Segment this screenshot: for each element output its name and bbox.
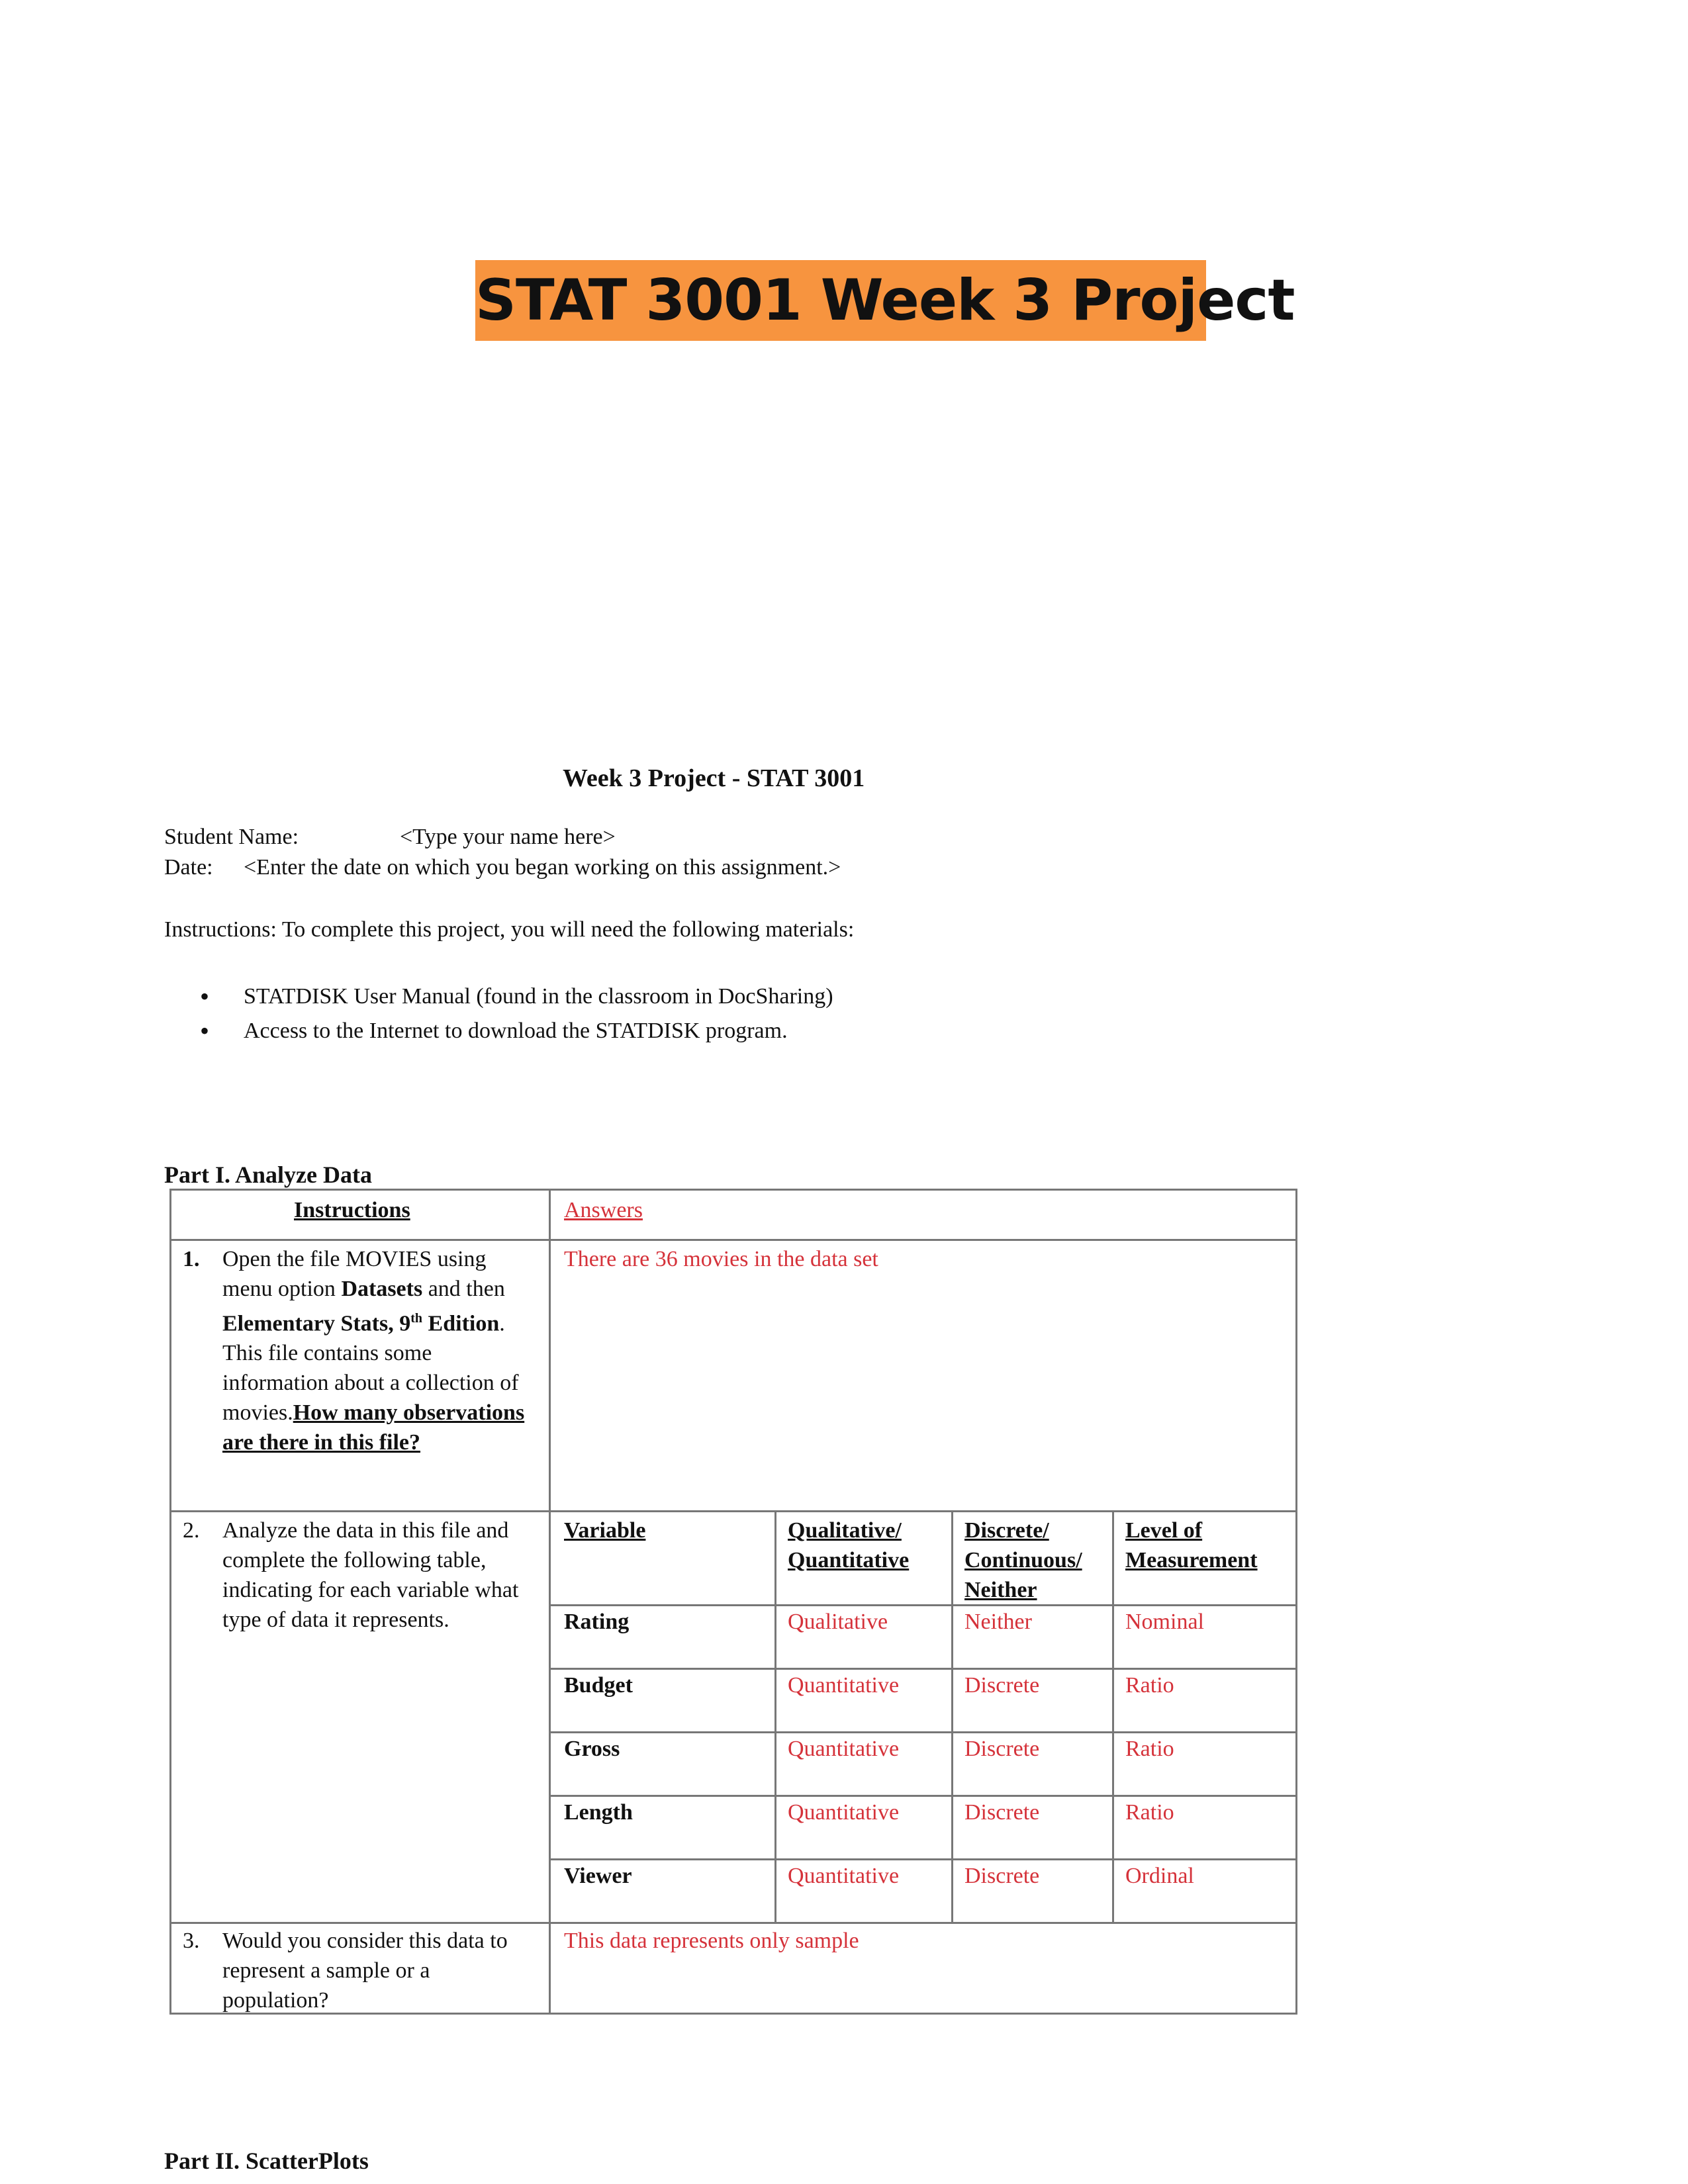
table-cell[interactable]: Discrete: [964, 1864, 1040, 1888]
answer-1[interactable]: There are 36 movies in the data set: [564, 1247, 878, 1271]
question-number: 3.: [183, 1929, 200, 1953]
document-banner-title: STAT 3001 Week 3 Project: [475, 260, 1206, 341]
table-cell[interactable]: Ordinal: [1125, 1864, 1194, 1888]
list-item: • STATDISK User Manual (found in the classroom in DocSharing): [200, 979, 833, 1014]
list-item: • Access to the Internet to download the STATDISK program.: [200, 1014, 833, 1048]
question-1-text: Open the file MOVIES using menu option Datasets and then Elementary Stats, 9th Edition. This file contains some information about a collection of movies.How many observations are there in this file?: [222, 1247, 525, 1455]
table-cell[interactable]: Ratio: [1125, 1737, 1174, 1761]
header-answers: Answers: [564, 1198, 643, 1222]
table-cell[interactable]: Neither: [964, 1610, 1032, 1634]
part2-title: Part II. ScatterPlots: [164, 2148, 369, 2174]
student-name-field[interactable]: <Type your name here>: [400, 825, 616, 849]
student-name-label: Student Name:: [164, 825, 299, 849]
table-cell[interactable]: Ratio: [1125, 1673, 1174, 1698]
col-header-variable: Variable: [564, 1518, 646, 1543]
table-cell[interactable]: Qualitative: [788, 1610, 888, 1634]
instructions-text: Instructions: To complete this project, you will need the following materials:: [164, 917, 855, 942]
col-header-level: Level of Measurement: [1125, 1518, 1258, 1572]
table-cell[interactable]: Discrete: [964, 1800, 1040, 1825]
table-cell[interactable]: Quantitative: [788, 1800, 900, 1825]
answer-3[interactable]: This data represents only sample: [564, 1929, 859, 1953]
table-cell[interactable]: Quantitative: [788, 1673, 900, 1698]
table-cell[interactable]: Quantitative: [788, 1737, 900, 1761]
date-field[interactable]: <Enter the date on which you began working on this assignment.>: [244, 855, 841, 880]
col-header-discrete-continuous: Discrete/ Continuous/ Neither: [964, 1518, 1082, 1602]
question-3-text: Would you consider this data to represent a sample or a population?: [222, 1929, 508, 2013]
table-row-variable: Budget: [564, 1673, 633, 1698]
table-row-variable: Rating: [564, 1610, 630, 1634]
question-number: 2.: [183, 1518, 200, 1543]
table-row-variable: Length: [564, 1800, 633, 1825]
table-cell[interactable]: Ratio: [1125, 1800, 1174, 1825]
table-row-variable: Gross: [564, 1737, 620, 1761]
date-label: Date:: [164, 855, 213, 880]
question-number: 1.: [183, 1247, 200, 1271]
header-instructions: Instructions: [294, 1198, 410, 1222]
table-row-variable: Viewer: [564, 1864, 632, 1888]
document-title: Week 3 Project - STAT 3001: [563, 764, 865, 792]
table-cell[interactable]: Discrete: [964, 1673, 1040, 1698]
table-cell[interactable]: Nominal: [1125, 1610, 1204, 1634]
table-cell[interactable]: Quantitative: [788, 1864, 900, 1888]
table-cell[interactable]: Discrete: [964, 1737, 1040, 1761]
col-header-qual-quant: Qualitative/ Quantitative: [788, 1518, 910, 1572]
question-2-text: Analyze the data in this file and complete the following table, indicating for each variable what type of data it represents.: [222, 1518, 519, 1632]
part1-title: Part I. Analyze Data: [164, 1161, 372, 1188]
materials-list: [200, 979, 833, 1048]
